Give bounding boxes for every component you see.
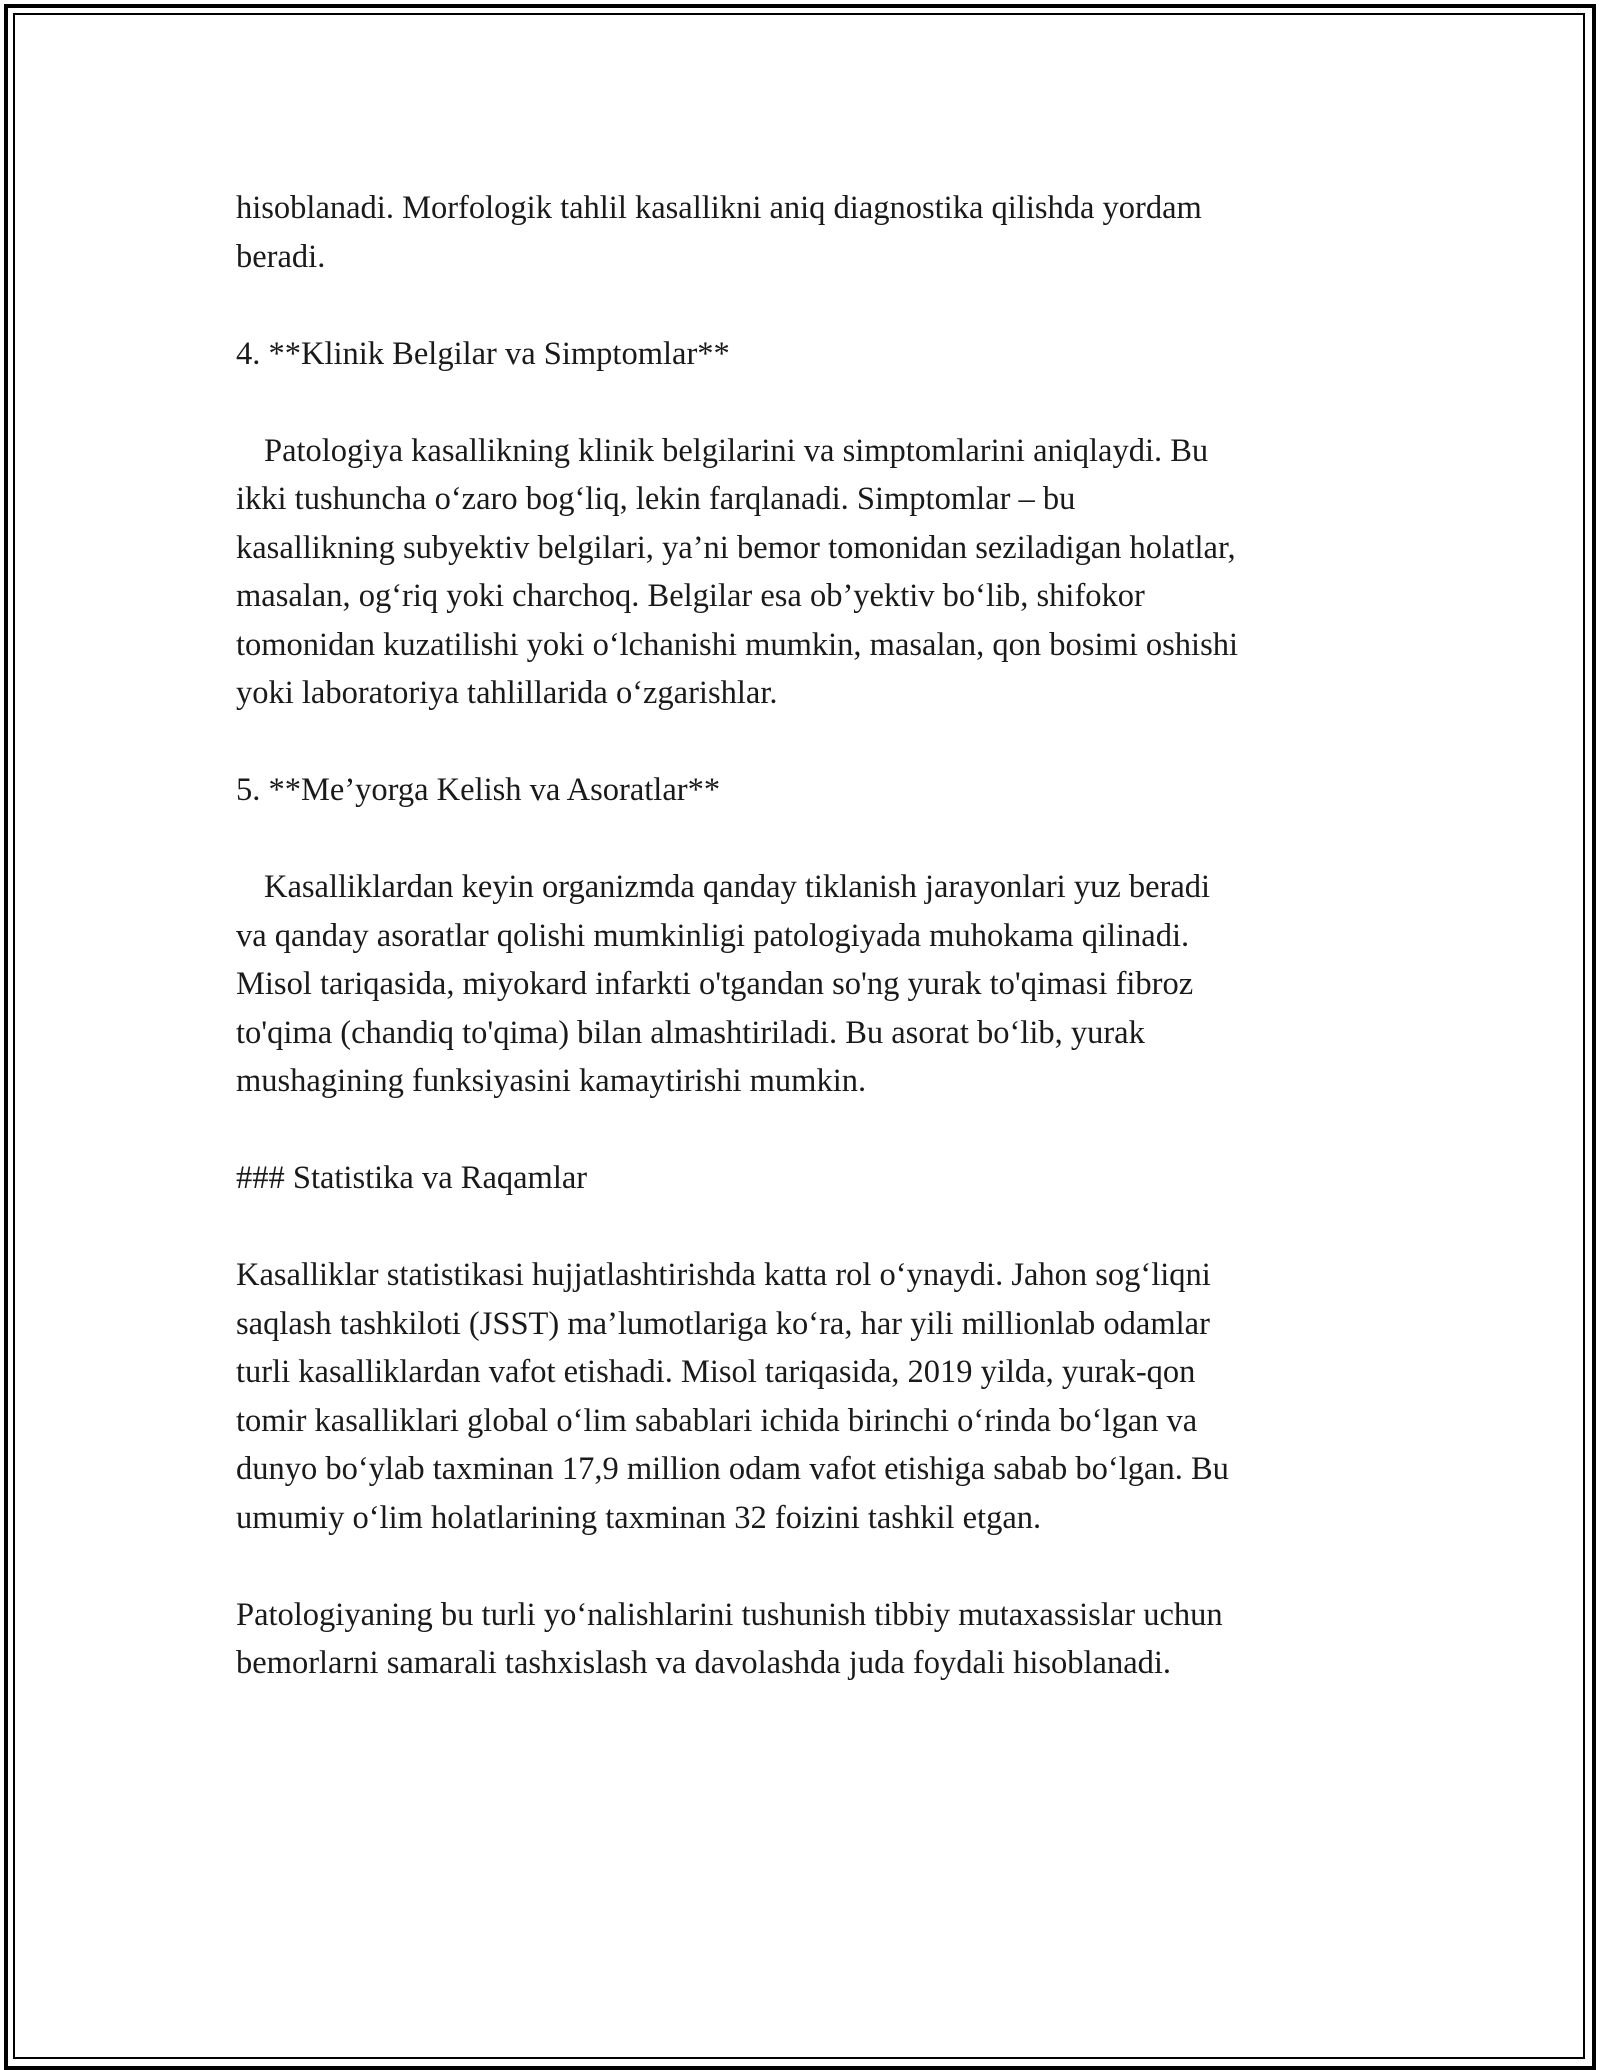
text-line: beradi. xyxy=(236,238,326,275)
heading-statistika xyxy=(236,1154,1406,1203)
heading-meyorga-kelish xyxy=(236,766,1406,815)
heading-text: ### Statistika va Raqamlar xyxy=(236,1160,588,1196)
paragraph-statistika xyxy=(236,1251,1406,1542)
document-page xyxy=(236,184,1406,1736)
text-line: yoki laboratoriya tahlillarida o‘zgarishlar. xyxy=(236,675,778,711)
text-line: Patologiyaning bu turli yo‘nalishlarini tushunish tibbiy mutaxassislar uchun xyxy=(236,1596,1223,1633)
text-line: tomonidan kuzatilishi yoki o‘lchanishi mumkin, masalan, qon bosimi oshishi xyxy=(236,626,1239,663)
text-line: masalan, og‘riq yoki charchoq. Belgilar esa ob’yektiv bo‘lib, shifokor xyxy=(236,578,1145,614)
paragraph-meyorga-kelish xyxy=(236,863,1406,1106)
text-line: Patologiya kasallikning klinik belgilarini va simptomlarini aniqlaydi. Bu xyxy=(264,432,1209,469)
text-line: mushagining funksiyasini kamaytirishi mumkin. xyxy=(236,1063,867,1099)
text-line: Kasalliklar statistikasi hujjatlashtirishda katta rol o‘ynaydi. Jahon sog‘liqni xyxy=(236,1257,1211,1293)
text-line: hisoblanadi. Morfologik tahlil kasallikni aniq diagnostika qilishda yordam xyxy=(236,190,1202,226)
text-line: va qanday asoratlar qolishi mumkinligi patologiyada muhokama qilinadi. xyxy=(236,917,1190,954)
paragraph-klinik-belgilar xyxy=(236,427,1406,718)
text-line: turli kasalliklardan vafot etishadi. Misol tariqasida, 2019 yilda, yurak-qon xyxy=(236,1354,1196,1390)
text-line: kasallikning subyektiv belgilari, ya’ni bemor tomonidan seziladigan holatlar, xyxy=(236,529,1236,566)
text-line: ikki tushuncha o‘zaro bog‘liq, lekin farqlanadi. Simptomlar – bu xyxy=(236,481,1076,517)
text-line: saqlash tashkiloti (JSST) ma’lumotlariga ko‘ra, har yili millionlab odamlar xyxy=(236,1305,1210,1342)
heading-text: 4. **Klinik Belgilar va Simptomlar** xyxy=(236,335,730,372)
paragraph-morfologik-tahlil xyxy=(236,184,1406,281)
heading-klinik-belgilar xyxy=(236,330,1406,379)
text-line: umumiy o‘lim holatlarining taxminan 32 foizini tashkil etgan. xyxy=(236,1499,1042,1536)
heading-text: 5. **Me’yorga Kelish va Asoratlar** xyxy=(236,772,721,808)
text-line: Misol tariqasida, miyokard infarkti o'tgandan so'ng yurak to'qimasi fibroz xyxy=(236,966,1194,1002)
text-line: to'qima (chandiq to'qima) bilan almashtiriladi. Bu asorat bo‘lib, yurak xyxy=(236,1014,1145,1051)
text-line: dunyo bo‘ylab taxminan 17,9 million odam vafot etishiga sabab bo‘lgan. Bu xyxy=(236,1451,1229,1487)
text-line: tomir kasalliklari global o‘lim sabablari ichida birinchi o‘rinda bo‘lgan va xyxy=(236,1402,1198,1439)
text-line: bemorlarni samarali tashxislash va davolashda juda foydali hisoblanadi. xyxy=(236,1645,1172,1681)
paragraph-xulosa xyxy=(236,1591,1406,1688)
text-line: Kasalliklardan keyin organizmda qanday tiklanish jarayonlari yuz beradi xyxy=(264,869,1211,905)
